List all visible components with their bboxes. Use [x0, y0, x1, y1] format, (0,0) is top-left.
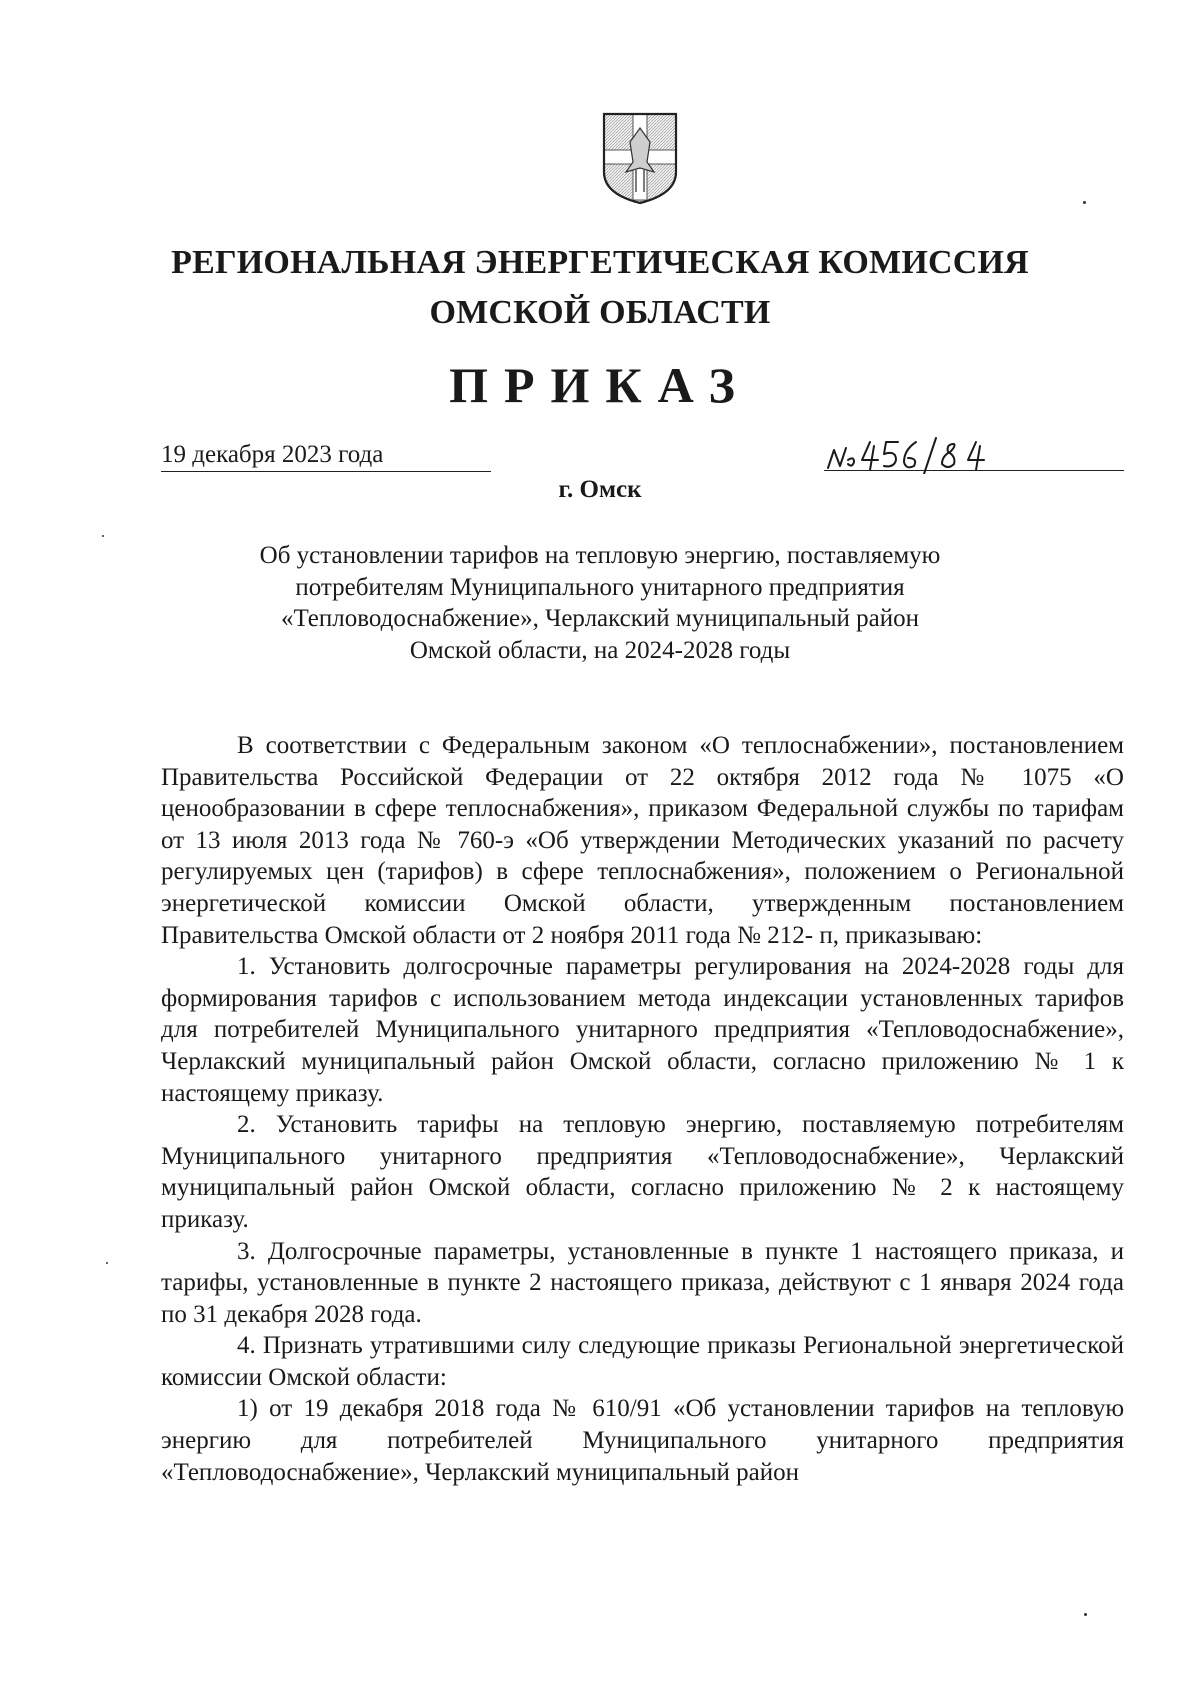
- subject-line-3: «Тепловодоснабжение», Черлакский муниципальный район: [280, 605, 919, 632]
- document-number: [824, 434, 1124, 471]
- document-date: 19 декабря 2023 года: [161, 440, 491, 472]
- subject-line-2: потребителям Муниципального унитарного предприятия: [295, 573, 905, 601]
- scan-speck: [1084, 1613, 1087, 1616]
- subject-line-1: Об установлении тарифов на тепловую энергию, поставляемую: [259, 542, 941, 569]
- document-body: [161, 730, 1124, 1488]
- item-4-1-paragraph: 1) от 19 декабря 2018 года № 610/91 «Об установлении тарифов на тепловую энергию для потребителей Муниципального унитарного предприятия «Тепловодоснабжение», Черлакский муниципальный район: [161, 1395, 1124, 1486]
- item-2-paragraph: 2. Установить тарифы на тепловую энергию, поставляемую потребителям Муниципального унитарного предприятия «Тепловодоснабжение», Черлакский муниципальный район Омской области, согласно приложению № 2 к настоящему приказу.: [161, 1111, 1124, 1233]
- organization-title-line-2: ОМСКОЙ ОБЛАСТИ: [429, 294, 771, 331]
- organization-title: [0, 238, 1200, 338]
- omsk-coat-of-arms-icon: [600, 110, 680, 206]
- handwritten-document-number: [824, 434, 1024, 474]
- scan-speck: [1083, 201, 1086, 204]
- scan-speck: [106, 1262, 108, 1264]
- document-subject: [200, 540, 1000, 666]
- preamble-paragraph: В соответствии с Федеральным законом «О теплоснабжении», постановлением Правительства Российской Федерации от 22 октября 2012 года № 1075 «О ценообразовании в сфере теплоснабжения», приказом Федеральной службы по тарифам от 13 июля 2013 года № 760-э «Об утверждении Методических указаний по расчету регулируемых цен (тарифов) в сфере теплоснабжения», положением о Региональной энергетической комиссии Омской области, утвержденным постановлением Правительства Омской области от 2 ноября 2011 года № 212- п, приказываю:: [161, 732, 1124, 949]
- organization-title-line-1: РЕГИОНАЛЬНАЯ ЭНЕРГЕТИЧЕСКАЯ КОМИССИЯ: [171, 244, 1029, 281]
- item-4-paragraph: 4. Признать утратившими силу следующие приказы Региональной энергетической комиссии Омской области:: [161, 1332, 1124, 1391]
- subject-line-4: Омской области, на 2024-2028 годы: [409, 636, 791, 664]
- document-type-heading: ПРИКАЗ: [449, 357, 751, 413]
- city-name: г. Омск: [558, 476, 642, 503]
- item-3-paragraph: 3. Долгосрочные параметры, установленные в пункте 1 настоящего приказа, и тарифы, установленные в пункте 2 настоящего приказа, действуют с 1 января 2024 года по 31 декабря 2028 года.: [161, 1237, 1124, 1328]
- item-1-paragraph: 1. Установить долгосрочные параметры регулирования на 2024-2028 годы для формирования тарифов с использованием метода индексации установленных тарифов для потребителей Муниципального унитарного предприятия «Тепловодоснабжение», Черлакский муниципальный район Омской области, согласно приложению № 1 к настоящему приказу.: [161, 953, 1124, 1107]
- scan-speck: [102, 535, 104, 537]
